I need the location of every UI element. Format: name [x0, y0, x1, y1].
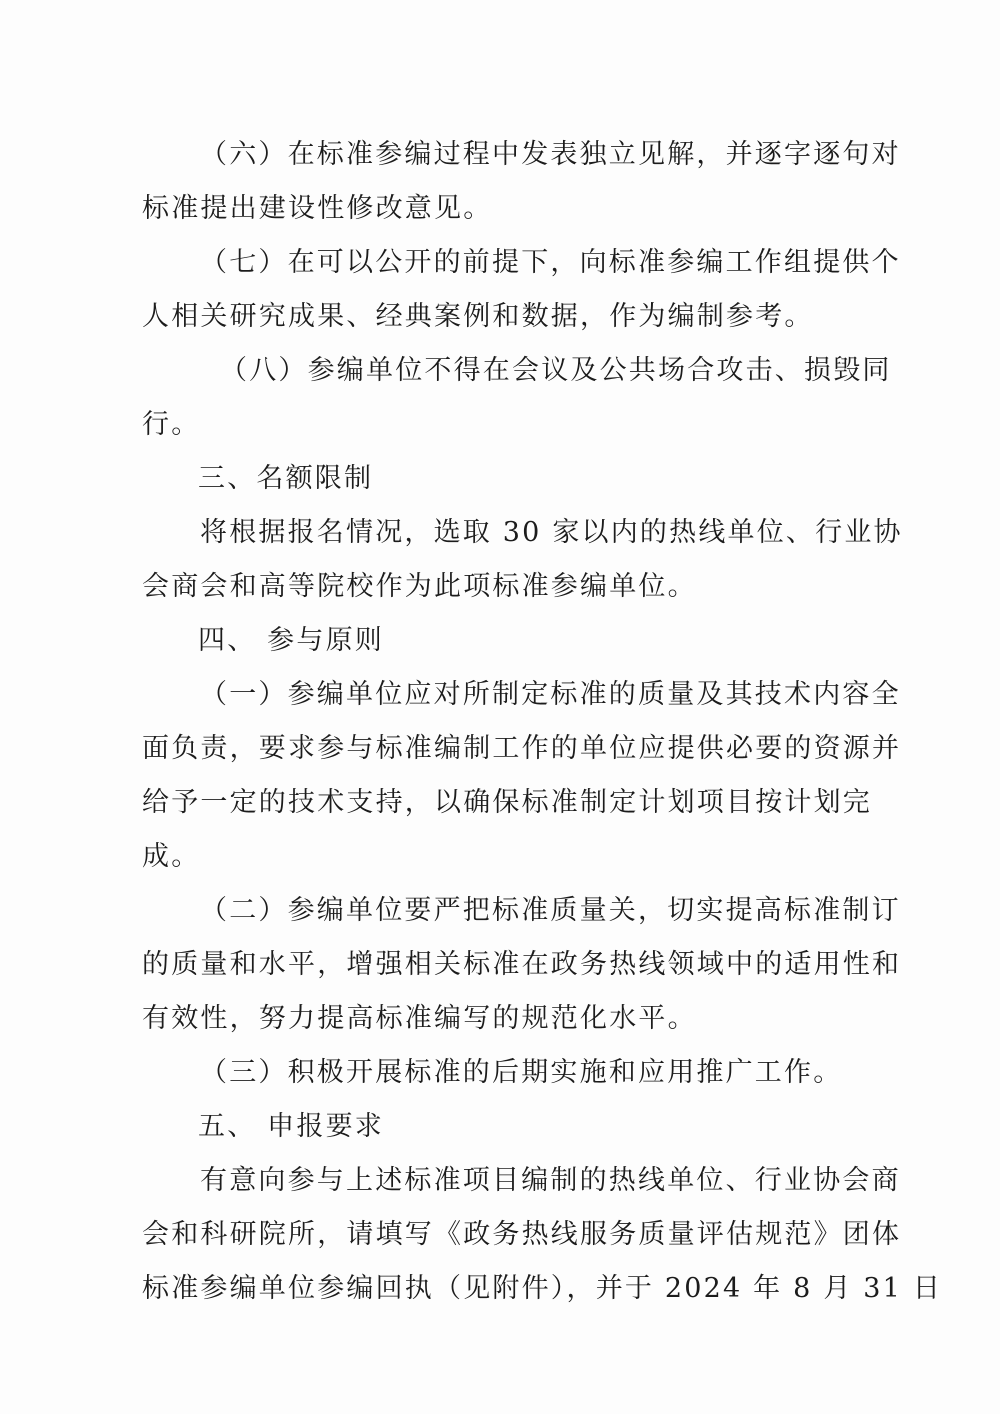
section-heading: 四、 参与原则: [198, 625, 384, 656]
text-line: （三）积极开展标准的后期实施和应用推广工作。: [200, 1057, 843, 1088]
paragraph-item-8: [142, 344, 892, 452]
text-line: 行。: [142, 409, 201, 440]
text-line: 有意向参与上述标准项目编制的热线单位、行业协会商: [200, 1165, 901, 1196]
document-body: [142, 128, 943, 1316]
text-line: 将根据报名情况，选取 30 家以内的热线单位、行业协: [200, 517, 903, 548]
text-line: 给予一定的技术支持，以确保标准制定计划项目按计划完: [142, 787, 872, 818]
text-line: 有效性，努力提高标准编写的规范化水平。: [142, 1003, 697, 1034]
paragraph-requirement-1: [142, 1154, 943, 1316]
text-line: 成。: [142, 841, 201, 872]
text-line: 面负责，要求参与标准编制工作的单位应提供必要的资源并: [142, 733, 902, 764]
text-line: 标准提出建设性修改意见。: [142, 193, 493, 224]
text-line: 标准参编单位参编回执（见附件），并于 2024 年 8 月 31 日: [142, 1273, 943, 1304]
text-line: 会和科研院所，请填写《政务热线服务质量评估规范》团体: [142, 1219, 902, 1250]
text-line: 会商会和高等院校作为此项标准参编单位。: [142, 571, 697, 602]
text-line: 的质量和水平，增强相关标准在政务热线领域中的适用性和: [142, 949, 902, 980]
paragraph-principle-1: [142, 668, 902, 884]
paragraph-quota: [142, 506, 903, 614]
text-line: （七）在可以公开的前提下，向标准参编工作组提供个: [200, 247, 901, 278]
section-heading-3: [142, 452, 848, 506]
paragraph-principle-3: [142, 1046, 848, 1100]
section-heading: 三、名额限制: [198, 463, 374, 494]
text-line: 人相关研究成果、经典案例和数据，作为编制参考。: [142, 301, 814, 332]
text-line: （八）参编单位不得在会议及公共场合攻击、损毁同: [220, 355, 892, 386]
text-line: （一）参编单位应对所制定标准的质量及其技术内容全: [200, 679, 901, 710]
section-heading-5: [142, 1100, 848, 1154]
paragraph-item-6: [142, 128, 901, 236]
paragraph-principle-2: [142, 884, 902, 1046]
section-heading: 五、 申报要求: [198, 1111, 384, 1142]
text-line: （二）参编单位要严把标准质量关，切实提高标准制订: [200, 895, 901, 926]
paragraph-item-7: [142, 236, 901, 344]
text-line: （六）在标准参编过程中发表独立见解，并逐字逐句对: [200, 139, 901, 170]
section-heading-4: [142, 614, 848, 668]
